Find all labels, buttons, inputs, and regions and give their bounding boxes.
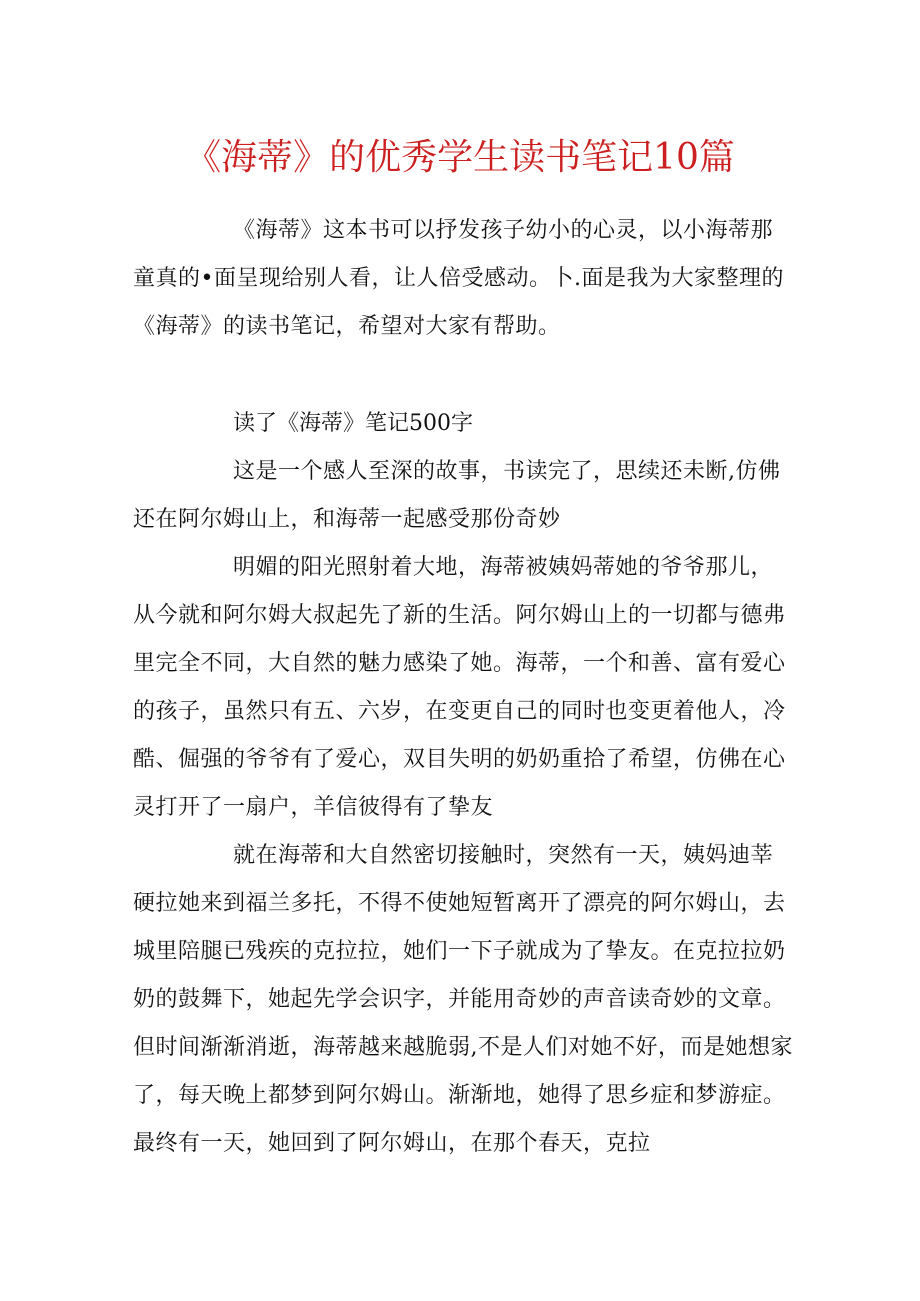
body-paragraph: 这是一个感人至深的故事，书读完了，思续还未断,仿佛还在阿尔姆山上，和海蒂一起感受那份奇妙 bbox=[133, 459, 781, 532]
intro-block bbox=[133, 207, 793, 351]
body-paragraph: 明媚的阳光照射着大地，海蒂被姨妈蒂她的爷爷那儿，从今就和阿尔姆大叔起先了新的生活。阿尔姆山上的一切都与德弗里完全不同，大自然的魅力感染了她。海蒂，一个和善、富有爱心的孩子，虽然只有五、六岁，在变更自己的同时也变更着他人，冷酷、倔强的爷爷有了爱心，双目失明的奶奶重拾了希望，仿佛在心灵打开了一扇户，羊信彼得有了挚友 bbox=[133, 555, 786, 820]
section-heading: 读了《海蒂》笔记500字 bbox=[233, 411, 473, 436]
paragraph-block-1 bbox=[133, 448, 793, 544]
intro-paragraph: 《海蒂》这本书可以抒发孩子幼小的心灵，以小海蒂那童真的•面呈现给别人看，让人倍受感动。卜.面是我为大家整理的《海蒂》的读书笔记，希望对大家有帮助。 bbox=[133, 218, 784, 339]
paragraph-block-3 bbox=[133, 832, 793, 1168]
body-paragraph: 就在海蒂和大自然密切接触时，突然有一天，姨妈迪莘硬拉她来到福兰多托，不得不使她短暂离开了漂亮的阿尔姆山，去城里陪腿已残疾的克拉拉，她们一下子就成为了挚友。在克拉拉奶奶的鼓舞下，她起先学会识字，并能用奇妙的声音读奇妙的文章。但时间渐渐消逝，海蒂越来越脆弱,不是人们对她不好，而是她想家了，每天晚上都梦到阿尔姆山。渐渐地，她得了思乡症和梦游症。最终有一天，她回到了阿尔姆山，在那个春天，克拉 bbox=[133, 843, 793, 1156]
paragraph-block-2 bbox=[133, 544, 793, 832]
document-title: 《海蒂》的优秀学生读书笔记10篇 bbox=[185, 137, 735, 178]
